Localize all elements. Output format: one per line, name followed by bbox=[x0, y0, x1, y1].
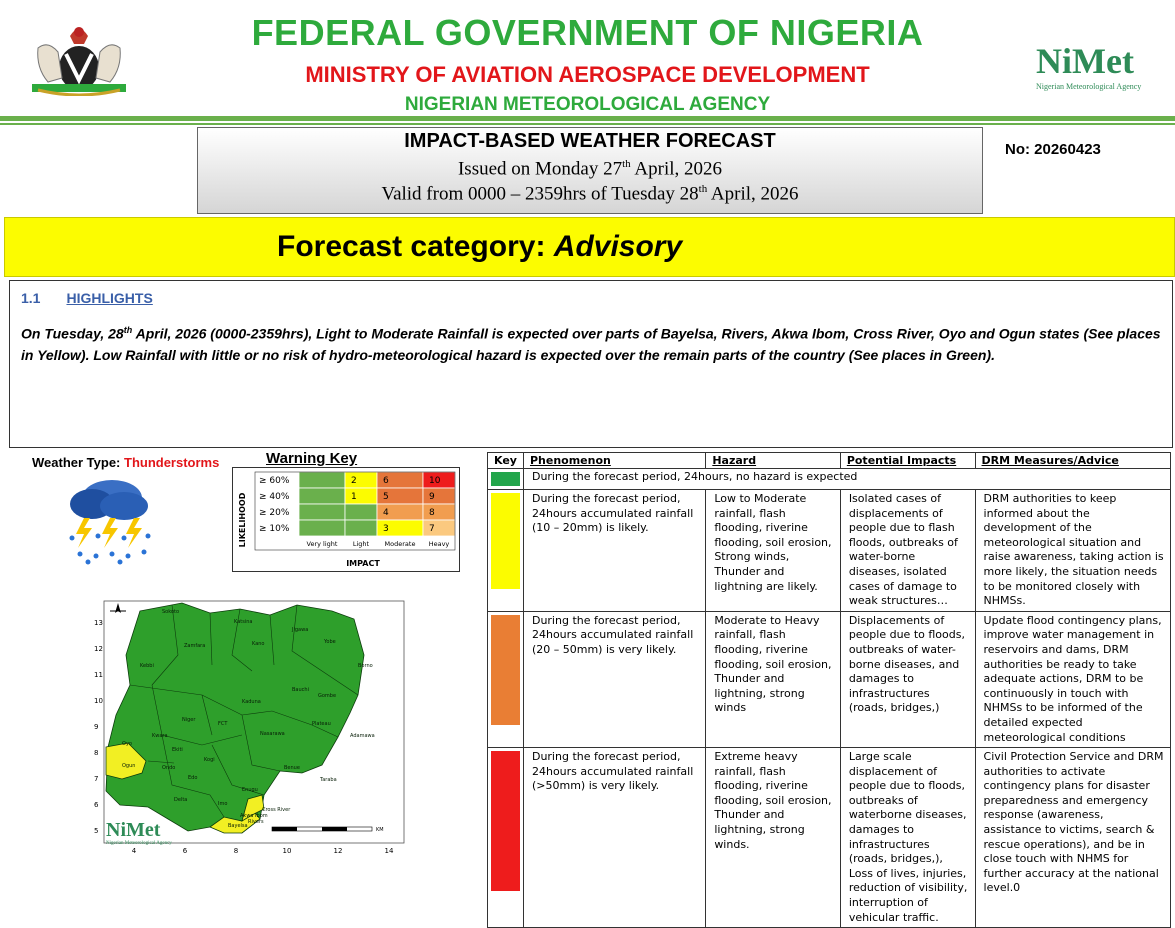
drm-cell: Civil Protection Service and DRM authorities to activate contingency plans for disaster preparedness and emergency response (awareness, assistance to victims, search & rescue operations), and be in close touch with NHMS for further accuracy at the national level.0 bbox=[975, 748, 1170, 928]
warning-cell bbox=[345, 488, 377, 504]
map-y-tick: 5 bbox=[94, 827, 99, 835]
warning-cell-value: 7 bbox=[429, 524, 435, 534]
header-divider bbox=[0, 116, 1175, 121]
state-label: Gombe bbox=[318, 693, 337, 699]
issued-date: Issued on Monday 27th April, 2026 bbox=[457, 158, 722, 180]
table-header-phenomenon: Phenomenon bbox=[523, 453, 705, 469]
state-label: Kano bbox=[252, 641, 265, 647]
hazard-cell: Low to Moderate rainfall, flash flooding, riverine flooding, soil erosion, Strong winds, Thunder and lightning are likely. bbox=[706, 490, 841, 612]
likelihood-row-label: ≥ 10% bbox=[259, 524, 290, 534]
impacts-cell: Displacements of people due to floods, outbreaks of water-borne diseases, and damages to infrastructures (roads, bridges,) bbox=[840, 611, 975, 747]
state-label: Kogi bbox=[204, 757, 215, 763]
valid-period: Valid from 0000 – 2359hrs of Tuesday 28th April, 2026 bbox=[381, 183, 799, 205]
impact-axis-label: IMPACT bbox=[346, 559, 380, 568]
warning-cell-value: 9 bbox=[429, 492, 435, 502]
warning-cell-value: 6 bbox=[383, 476, 389, 486]
map-y-tick: 8 bbox=[94, 749, 99, 757]
weather-type: Weather Type: Thunderstorms bbox=[32, 455, 220, 470]
warning-cell bbox=[345, 472, 377, 488]
table-row bbox=[488, 748, 1171, 928]
map-y-tick: 9 bbox=[94, 723, 99, 731]
warning-cell bbox=[345, 520, 377, 536]
state-label: Adamawa bbox=[350, 733, 375, 739]
nimet-logo-text: NiMet bbox=[1036, 41, 1134, 81]
highlights-heading: 1.1 HIGHLIGHTS bbox=[21, 290, 153, 306]
likelihood-axis-label: LIKELIHOOD bbox=[238, 492, 247, 548]
warning-cell-value: 8 bbox=[429, 508, 435, 518]
warning-cell bbox=[423, 488, 455, 504]
likelihood-row-label: ≥ 60% bbox=[259, 476, 290, 486]
warning-cell-value: 3 bbox=[383, 524, 389, 534]
state-label: Borno bbox=[358, 663, 373, 669]
phenomenon-cell: During the forecast period, 24hours accumulated rainfall (>50mm) is very likely. bbox=[523, 748, 705, 928]
impact-column-label: Moderate bbox=[384, 540, 416, 548]
warning-cell bbox=[299, 472, 345, 488]
state-label: Delta bbox=[174, 797, 188, 803]
drm-cell: DRM authorities to keep informed about the development of the meteorological situation and raise awareness, taking action is more likely, the situation needs to be monitored closely with NHMSs. bbox=[975, 490, 1170, 612]
state-label: Imo bbox=[218, 801, 228, 807]
impacts-cell: Large scale displacement of people due to floods, outbreaks of waterborne diseases, damages to infrastructures (roads, bridges,), Loss of lives, injuries, reduction of visibility, interruption of vehicular traffic. bbox=[840, 748, 975, 928]
map-y-tick: 10 bbox=[94, 697, 103, 705]
warning-cell-value: 4 bbox=[383, 508, 389, 518]
bulletin-box bbox=[197, 127, 983, 214]
state-label: Oyo bbox=[122, 741, 132, 747]
impacts-cell: Isolated cases of displacements of people due to flash floods, outbreaks of water-borne diseases, isolated cases of damage to weak structures… bbox=[840, 490, 975, 612]
key-orange bbox=[488, 611, 524, 747]
map-x-tick: 8 bbox=[233, 847, 239, 855]
header-divider-thin bbox=[0, 123, 1175, 125]
impact-column-label: Very light bbox=[306, 540, 338, 548]
hazard-cell: Moderate to Heavy rainfall, flash flooding, riverine flooding, soil erosion, Thunder and lightning, strong winds bbox=[706, 611, 841, 747]
thunderstorm-icon bbox=[62, 476, 154, 566]
warning-cell-value: 5 bbox=[383, 492, 389, 502]
state-label: Bauchi bbox=[292, 687, 309, 693]
state-label: Niger bbox=[182, 717, 196, 723]
state-label: Ekiti bbox=[172, 747, 183, 753]
state-label: Bayelsa bbox=[228, 823, 248, 829]
hazard-cell: Extreme heavy rainfall, flash flooding, riverine flooding, soil erosion, Thunder and lightning, strong winds. bbox=[706, 748, 841, 928]
map-y-tick: 6 bbox=[94, 801, 99, 809]
warning-cell bbox=[423, 520, 455, 536]
table-row bbox=[488, 490, 1171, 612]
forecast-category-value: Advisory bbox=[553, 230, 683, 263]
state-label: Ondo bbox=[162, 765, 176, 771]
state-label: Kebbi bbox=[140, 663, 154, 669]
forecast-map bbox=[92, 595, 412, 857]
map-x-tick: 10 bbox=[282, 847, 292, 855]
state-label: Akwa Ibom bbox=[240, 813, 268, 819]
map-nimet-logo-sub: Nigerian Meteorological Agency bbox=[106, 841, 172, 846]
table-header-key: Key bbox=[488, 453, 524, 469]
warning-cell-value: 2 bbox=[351, 476, 357, 486]
table-row bbox=[488, 611, 1171, 747]
state-label: Ogun bbox=[122, 763, 136, 769]
map-x-tick: 6 bbox=[182, 847, 188, 855]
key-yellow bbox=[488, 490, 524, 612]
impact-column-label: Heavy bbox=[428, 540, 450, 548]
state-label: Taraba bbox=[320, 777, 337, 783]
phenomenon-cell: During the forecast period, 24hours accumulated rainfall (10 – 20mm) is likely. bbox=[523, 490, 705, 612]
table-header-drm: DRM Measures/Advice bbox=[975, 453, 1170, 469]
state-label: Edo bbox=[188, 775, 198, 781]
state-label: Kaduna bbox=[242, 699, 261, 705]
state-label: Yobe bbox=[324, 639, 336, 645]
table-header-impacts: Potential Impacts bbox=[840, 453, 975, 469]
likelihood-row-label: ≥ 40% bbox=[259, 492, 290, 502]
state-label: Cross River bbox=[262, 807, 291, 813]
key-red bbox=[488, 748, 524, 928]
warning-key-matrix bbox=[232, 467, 460, 572]
state-label: Zamfara bbox=[184, 643, 206, 649]
map-x-tick: 14 bbox=[384, 847, 394, 855]
phenomenon-cell: During the forecast period, 24hours accumulated rainfall (20 – 50mm) is very likely. bbox=[523, 611, 705, 747]
state-label: Benue bbox=[284, 765, 300, 771]
map-y-tick: 13 bbox=[94, 619, 103, 627]
nimet-logo-subtitle: Nigerian Meteorological Agency bbox=[1036, 82, 1142, 91]
likelihood-row-label: ≥ 20% bbox=[259, 508, 290, 518]
drm-cell: Update flood contingency plans, improve water management in reservoirs and dams, DRM authorities be ready to take adequate actions, DRM to be continuously in touch with NHMSs to be informed of the detailed expected meteorological conditions bbox=[975, 611, 1170, 747]
table-header-hazard: Hazard bbox=[706, 453, 841, 469]
no-hazard-text: During the forecast period, 24hours, no hazard is expected bbox=[523, 469, 1170, 490]
warning-cell bbox=[299, 504, 345, 520]
state-label: Kwara bbox=[152, 733, 168, 739]
state-label: Sokoto bbox=[162, 609, 180, 615]
map-scale-label: KM bbox=[376, 827, 384, 833]
agency-title: NIGERIAN METEOROLOGICAL AGENCY bbox=[404, 94, 771, 115]
federal-government-title: FEDERAL GOVERNMENT OF NIGERIA bbox=[251, 12, 924, 53]
state-label: FCT bbox=[218, 721, 228, 727]
key-green bbox=[488, 469, 524, 490]
warning-key-title: Warning Key bbox=[266, 450, 358, 467]
map-x-tick: 12 bbox=[333, 847, 343, 855]
warning-cell-value: 1 bbox=[351, 492, 357, 502]
map-x-tick: 4 bbox=[131, 847, 137, 855]
map-y-tick: 11 bbox=[94, 671, 103, 679]
state-label: Katsina bbox=[234, 619, 253, 625]
impact-table bbox=[487, 452, 1171, 928]
warning-cell bbox=[299, 520, 345, 536]
bulletin-title: IMPACT-BASED WEATHER FORECAST bbox=[404, 130, 776, 152]
impact-column-label: Light bbox=[352, 540, 370, 548]
nimet-logo bbox=[1036, 40, 1170, 100]
highlights-text: On Tuesday, 28th April, 2026 (0000-2359hrs), Light to Moderate Rainfall is expected over parts of Bayelsa, Rivers, Akwa Ibom, Cross River, Oyo and Ogun states (See places in Yellow). Low Rainfall with little or no risk of hydro-meteorological hazard is expected over the remain parts of the country (See places in Green). bbox=[21, 325, 1161, 363]
map-nimet-logo: NiMet bbox=[106, 819, 161, 841]
state-label: Enugu bbox=[242, 787, 258, 793]
map-y-tick: 12 bbox=[94, 645, 103, 653]
forecast-category: Forecast category: Advisory bbox=[277, 230, 683, 263]
state-label: Jigawa bbox=[292, 627, 309, 633]
warning-cell-value: 10 bbox=[429, 476, 441, 486]
map-y-tick: 7 bbox=[94, 775, 99, 783]
bulletin-number: No: 20260423 bbox=[1005, 141, 1101, 158]
table-row-no-hazard bbox=[488, 469, 1171, 490]
state-label: Rivers bbox=[248, 819, 264, 825]
warning-cell bbox=[299, 488, 345, 504]
ministry-title: MINISTRY OF AVIATION AEROSPACE DEVELOPMENT bbox=[305, 62, 870, 87]
warning-cell bbox=[423, 504, 455, 520]
warning-cell bbox=[345, 504, 377, 520]
weather-type-value: Thunderstorms bbox=[124, 455, 220, 470]
state-label: Nasarawa bbox=[260, 731, 285, 737]
state-label: Plateau bbox=[312, 721, 331, 727]
